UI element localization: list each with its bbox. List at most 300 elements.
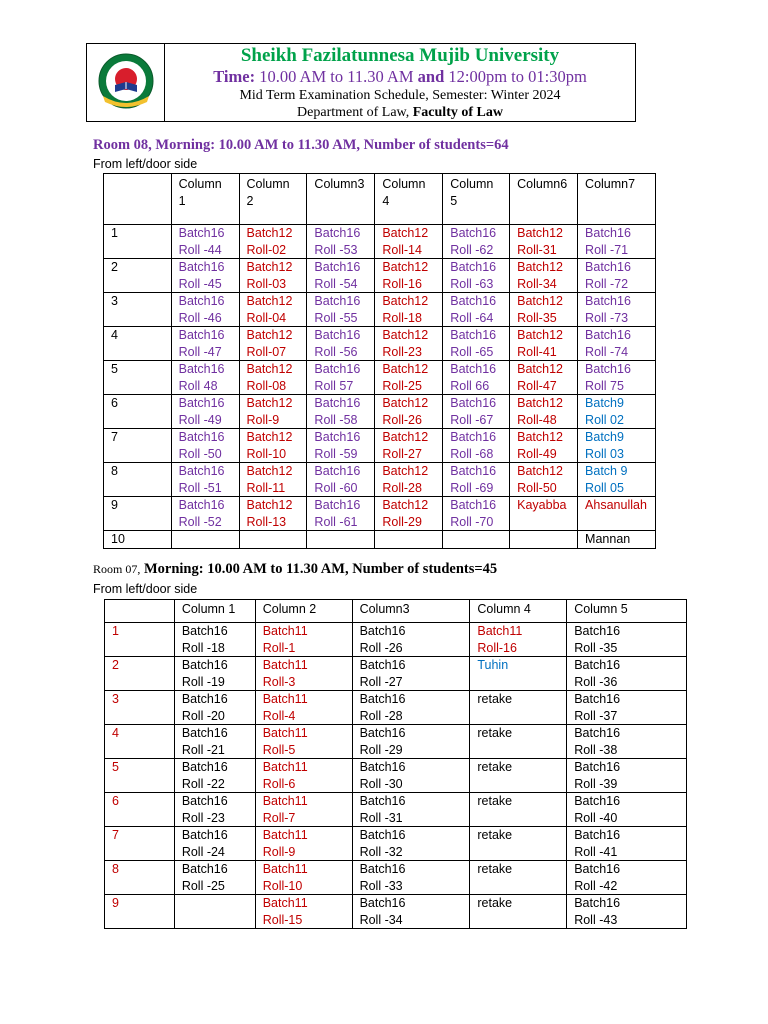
seat-cell-line2: Roll -46: [178, 310, 222, 325]
seat-cell-line1: Batch16: [574, 692, 621, 706]
row-number: 7: [105, 827, 175, 861]
seat-cell-line1: Batch16: [574, 896, 621, 910]
seat-cell-line1: Batch12: [517, 362, 563, 376]
seat-cell-line2: Roll -62: [450, 242, 494, 257]
seat-cell: [510, 293, 578, 327]
row-number: 6: [105, 793, 175, 827]
seat-cell-line2: Roll -59: [314, 446, 358, 461]
column-header: Column 4: [470, 600, 567, 623]
seat-cell-line1: Batch12: [382, 294, 429, 308]
seat-cell-line2: Roll-6: [262, 776, 296, 791]
seat-cell-line1: Batch16: [178, 226, 225, 240]
table-row: [105, 793, 687, 827]
university-name: Sheikh Fazilatunnesa Mujib University: [240, 45, 560, 66]
seat-cell-line1: Batch16: [178, 328, 225, 342]
seat-cell-line1: Batch16: [178, 498, 225, 512]
seat-cell-line2: Roll -19: [181, 674, 225, 689]
seat-cell-line1: Batch12: [246, 430, 293, 444]
column-header-line1: Column: [382, 177, 426, 191]
seat-cell-line1: Batch16: [314, 294, 361, 308]
seat-cell-line1: Batch16: [314, 498, 361, 512]
seat-cell-line2: Roll -72: [585, 276, 629, 291]
seat-cell: [255, 861, 352, 895]
seat-cell: [239, 293, 307, 327]
seat-cell-line1: Batch12: [246, 464, 293, 478]
seat-cell-line2: Roll -63: [450, 276, 494, 291]
seat-cell-line1: Batch12: [246, 362, 293, 376]
seat-cell: [239, 497, 307, 531]
seat-cell: [567, 623, 687, 657]
column-header: Column 2: [255, 600, 352, 623]
seat-cell: [255, 759, 352, 793]
room07-heading: [93, 561, 497, 578]
seat-cell: [255, 827, 352, 861]
table-row: [105, 691, 687, 725]
seat-cell: [375, 327, 443, 361]
seat-cell-line1: Batch16: [359, 896, 406, 910]
seat-cell-line1: retake: [477, 692, 513, 706]
seat-cell-line1: Batch16: [359, 692, 406, 706]
seat-cell-line1: Batch16: [450, 328, 497, 342]
seat-cell-line2: Roll -49: [178, 412, 222, 427]
table-row: [104, 531, 656, 549]
table-row: [105, 759, 687, 793]
seat-cell: [171, 361, 239, 395]
table-row: [104, 225, 656, 259]
column-header-line1: Column: [246, 177, 290, 191]
seat-cell-line1: Batch12: [246, 294, 293, 308]
seat-cell-line2: Roll -53: [314, 242, 358, 257]
table-row: [105, 623, 687, 657]
time-and: and: [417, 67, 445, 86]
seat-cell-line2: Roll-11: [246, 480, 286, 495]
seat-cell-line2: Roll -42: [574, 878, 618, 893]
seat-cell: [470, 793, 567, 827]
seat-cell: [307, 395, 375, 429]
seat-cell-line1: Batch12: [246, 498, 293, 512]
seat-cell-line1: Batch16: [314, 328, 361, 342]
seat-cell-line1: Batch16: [574, 658, 621, 672]
column-header: [375, 174, 443, 225]
seat-cell-line2: Roll -52: [178, 514, 222, 529]
seat-cell: [174, 793, 255, 827]
seat-cell-line1: Batch16: [178, 464, 225, 478]
seat-cell: [171, 259, 239, 293]
seat-cell-line1: Batch16: [574, 862, 621, 876]
seat-cell-line1: Batch11: [262, 658, 308, 672]
seat-cell: [307, 327, 375, 361]
seat-cell-line2: Roll-25: [382, 378, 422, 393]
seat-cell: [352, 623, 470, 657]
seat-cell: [375, 259, 443, 293]
seat-cell-line2: Roll -36: [574, 674, 618, 689]
seat-cell: [171, 497, 239, 531]
seat-cell: [239, 259, 307, 293]
table-row: [104, 463, 656, 497]
seat-cell-line2: Roll-4: [262, 708, 296, 723]
seat-cell-line2: Roll-5: [262, 742, 296, 757]
seat-cell-line1: Batch16: [585, 226, 631, 240]
seat-cell: [470, 759, 567, 793]
logo-cell: [87, 44, 165, 121]
seat-cell-line2: Roll-02: [246, 242, 287, 257]
row-number: 8: [104, 463, 172, 497]
seat-cell-line2: Roll -32: [359, 844, 403, 859]
seat-cell-line2: Roll -67: [450, 412, 494, 427]
seat-cell-line2: Roll -22: [181, 776, 225, 791]
seat-cell: [443, 429, 510, 463]
seat-cell: [352, 657, 470, 691]
seat-cell-line2: Roll -39: [574, 776, 618, 791]
seat-cell-line2: Roll -28: [359, 708, 403, 723]
seat-cell-line2: Roll -29: [359, 742, 403, 757]
seat-cell-line1: retake: [477, 828, 513, 842]
room08-heading: Room 08, Morning: 10.00 AM to 11.30 AM, Number of students=64: [93, 137, 509, 153]
seat-cell-line2: Roll -26: [359, 640, 403, 655]
seat-cell: [352, 725, 470, 759]
table-header-row: [105, 600, 687, 623]
column-header-line1: Column: [178, 177, 222, 191]
seat-cell-line1: Batch12: [517, 396, 563, 410]
seat-cell: [567, 759, 687, 793]
header-text: [165, 44, 635, 122]
seat-cell-line1: Mannan: [585, 532, 631, 546]
seat-cell-line1: Kayabba: [517, 498, 567, 512]
seat-cell-line1: Batch16: [181, 726, 228, 740]
seat-cell-line1: retake: [477, 760, 513, 774]
table-row: [104, 497, 656, 531]
seat-cell: [239, 463, 307, 497]
seat-cell-line2: Roll -55: [314, 310, 358, 325]
column-header-line1: Column3: [314, 177, 365, 191]
seat-cell-line1: Batch16: [359, 828, 406, 842]
seat-cell: [352, 793, 470, 827]
seat-cell-line2: Roll 57: [314, 378, 354, 393]
seat-cell: [171, 225, 239, 259]
seat-cell-line2: Roll 75: [585, 378, 624, 393]
seat-cell: [567, 793, 687, 827]
university-logo-icon: [97, 52, 155, 110]
seat-cell: [578, 327, 656, 361]
seat-cell-line1: Batch16: [178, 260, 225, 274]
row-number: 9: [104, 497, 172, 531]
seat-cell-line1: Batch16: [585, 294, 631, 308]
seat-cell-line2: Roll -58: [314, 412, 358, 427]
seat-cell-line2: Roll -30: [359, 776, 403, 791]
seat-cell: [352, 827, 470, 861]
table-row: [104, 327, 656, 361]
seat-cell-line1: Batch16: [314, 226, 361, 240]
seat-cell: [255, 895, 352, 929]
seat-cell-line2: Roll -41: [574, 844, 618, 859]
seat-cell-line1: Tuhin: [477, 658, 509, 672]
seat-cell: [375, 293, 443, 327]
column-header: [443, 174, 510, 225]
seat-cell-line1: Batch16: [585, 362, 631, 376]
seat-cell-line1: Batch 9: [585, 464, 628, 478]
seat-cell: [470, 657, 567, 691]
seat-cell: [171, 463, 239, 497]
room07-time: Morning: 10.00 AM to 11.30 AM, Number of students=45: [143, 561, 498, 577]
time-noon: 12:00pm to 01:30pm: [448, 67, 587, 86]
seat-cell-line1: Batch12: [517, 294, 563, 308]
seat-cell-line2: Roll-10: [262, 878, 303, 893]
seat-cell: [239, 531, 307, 549]
row-number-header: [105, 600, 175, 623]
row-number: 2: [105, 657, 175, 691]
seat-cell-line1: Batch16: [181, 760, 228, 774]
seat-cell: [375, 361, 443, 395]
seat-cell-line2: Roll-28: [382, 480, 422, 495]
seat-cell: [352, 895, 470, 929]
seat-cell: [567, 827, 687, 861]
seat-cell-line1: Batch16: [585, 328, 631, 342]
column-header: [510, 174, 578, 225]
column-header: Column 1: [174, 600, 255, 623]
row-number: 4: [105, 725, 175, 759]
seat-cell-line1: Batch11: [477, 624, 523, 638]
seat-cell-line1: Batch16: [178, 294, 225, 308]
seat-cell-line2: Roll 02: [585, 412, 624, 427]
seat-cell-line1: Batch12: [382, 328, 429, 342]
seat-cell: [174, 861, 255, 895]
seat-cell-line2: Roll-9: [262, 844, 296, 859]
seat-cell-line1: Batch16: [181, 624, 228, 638]
seat-cell-line2: Roll-08: [246, 378, 287, 393]
row-number: 5: [104, 361, 172, 395]
seat-cell-line2: Roll-04: [246, 310, 287, 325]
table-header-row: [104, 174, 656, 225]
seat-cell-line1: Batch16: [359, 760, 406, 774]
column-header-line1: Column6: [517, 177, 568, 191]
column-header-line1: Column: [450, 177, 494, 191]
seat-cell-line1: Batch16: [574, 760, 621, 774]
row-number: 4: [104, 327, 172, 361]
seat-cell-line1: Batch16: [585, 260, 631, 274]
seat-cell: [443, 361, 510, 395]
seat-cell-line2: Roll -35: [574, 640, 618, 655]
seat-cell: [443, 531, 510, 549]
seat-cell-line2: Roll -38: [574, 742, 618, 757]
column-header-line2: 1: [178, 193, 186, 208]
department-prefix: Department of Law,: [297, 105, 410, 120]
seat-cell-line1: Batch12: [517, 328, 563, 342]
row-number: 7: [104, 429, 172, 463]
seat-cell: [352, 861, 470, 895]
seat-cell: [443, 259, 510, 293]
row-number: 9: [105, 895, 175, 929]
seat-cell: [567, 657, 687, 691]
table-row: [105, 725, 687, 759]
seat-cell-line1: Batch16: [359, 624, 406, 638]
seat-cell: [443, 463, 510, 497]
seat-cell-line2: Roll-29: [382, 514, 422, 529]
seat-cell: [470, 691, 567, 725]
row-number: 2: [104, 259, 172, 293]
room08-side-note: From left/door side: [93, 157, 198, 171]
seat-cell-line1: Batch16: [450, 362, 497, 376]
seat-cell: [174, 759, 255, 793]
column-header: [578, 174, 656, 225]
seat-cell-line2: Roll -40: [574, 810, 618, 825]
seat-cell: [578, 293, 656, 327]
seat-cell-line1: Batch16: [359, 862, 406, 876]
seat-cell-line2: Roll -73: [585, 310, 629, 325]
time-morning: 10.00 AM to 11.30 AM: [259, 67, 414, 86]
seat-cell: [578, 531, 656, 549]
seat-cell-line1: Batch16: [450, 396, 497, 410]
room08-seat-table: [103, 173, 656, 549]
seat-cell-line2: Roll-18: [382, 310, 422, 325]
seat-cell-line1: Batch11: [262, 828, 308, 842]
seat-cell: [443, 395, 510, 429]
faculty-name: Faculty of Law: [412, 105, 503, 120]
seat-cell-line1: Batch12: [517, 430, 563, 444]
seat-cell: [174, 657, 255, 691]
table-row: [105, 657, 687, 691]
seat-cell-line2: Roll-14: [382, 242, 422, 257]
seat-cell-line2: Roll -74: [585, 344, 629, 359]
seat-cell-line1: Batch16: [314, 464, 361, 478]
seat-cell-line1: Batch16: [359, 726, 406, 740]
seat-cell-line2: Roll-16: [382, 276, 422, 291]
seat-cell: [352, 759, 470, 793]
seat-cell-line1: Batch16: [178, 430, 225, 444]
seat-cell-line2: Roll -20: [181, 708, 225, 723]
seat-cell-line1: Batch12: [517, 226, 563, 240]
seat-cell-line1: Batch16: [181, 794, 228, 808]
table-row: [105, 895, 687, 929]
column-header-line2: 2: [246, 193, 254, 208]
seat-cell-line2: Roll-48: [517, 412, 557, 427]
room07-label: Room 07,: [93, 562, 141, 576]
seat-cell-line1: Batch16: [181, 658, 228, 672]
seat-cell: [171, 531, 239, 549]
seat-cell: [375, 395, 443, 429]
seat-cell-line2: Roll-34: [517, 276, 557, 291]
seat-cell-line1: Batch16: [181, 828, 228, 842]
seat-cell-line1: Batch16: [178, 396, 225, 410]
seat-cell-line1: Batch11: [262, 794, 308, 808]
row-number: 8: [105, 861, 175, 895]
seat-cell-line1: Batch11: [262, 862, 308, 876]
seat-cell-line2: Roll -51: [178, 480, 222, 495]
seat-cell: [470, 895, 567, 929]
table-row: [104, 361, 656, 395]
column-header: [239, 174, 307, 225]
seat-cell: [255, 793, 352, 827]
seat-cell-line2: Roll-7: [262, 810, 296, 825]
seat-cell: [239, 327, 307, 361]
seat-cell-line2: Roll -43: [574, 912, 618, 927]
seat-cell-line2: Roll -56: [314, 344, 358, 359]
table-row: [104, 259, 656, 293]
seat-cell: [470, 861, 567, 895]
seat-cell: [307, 531, 375, 549]
seat-cell: [239, 395, 307, 429]
seat-cell-line2: Roll-26: [382, 412, 422, 427]
seat-cell-line2: Roll -60: [314, 480, 358, 495]
seat-cell-line1: Batch11: [262, 896, 308, 910]
seat-cell-line2: Roll -25: [181, 878, 225, 893]
row-number: 3: [105, 691, 175, 725]
seat-cell-line2: Roll-27: [382, 446, 422, 461]
seat-cell-line2: Roll -23: [181, 810, 225, 825]
row-number: 1: [104, 225, 172, 259]
room07-seat-table: [104, 599, 687, 929]
seat-cell: [578, 429, 656, 463]
seat-cell: [510, 327, 578, 361]
seat-cell: [470, 827, 567, 861]
seat-cell-line1: Batch16: [314, 260, 361, 274]
seat-cell-line2: Roll-49: [517, 446, 557, 461]
seat-cell-line1: Batch16: [181, 692, 228, 706]
seat-cell-line2: Roll -34: [359, 912, 403, 927]
seat-cell-line2: Roll -37: [574, 708, 618, 723]
time-line: [165, 67, 635, 87]
seat-cell-line1: Batch16: [450, 498, 497, 512]
seat-cell: [578, 395, 656, 429]
seat-cell: [171, 429, 239, 463]
seat-cell-line2: Roll -68: [450, 446, 494, 461]
seat-cell: [510, 429, 578, 463]
seat-cell: [307, 259, 375, 293]
schedule-line: Mid Term Examination Schedule, Semester: Winter 2024: [239, 88, 561, 103]
seat-cell-line2: Roll 03: [585, 446, 624, 461]
seat-cell: [578, 225, 656, 259]
seat-cell-line1: Batch12: [382, 396, 429, 410]
seat-cell-line2: Roll -24: [181, 844, 225, 859]
row-number: 10: [104, 531, 172, 549]
column-header: [171, 174, 239, 225]
document-header: [86, 43, 636, 122]
column-header: Column 5: [567, 600, 687, 623]
seat-cell-line1: Batch12: [246, 260, 293, 274]
seat-cell-line1: Batch12: [382, 362, 429, 376]
seat-cell: [375, 531, 443, 549]
table-row: [104, 395, 656, 429]
seat-cell: [443, 327, 510, 361]
seat-cell-line1: Batch11: [262, 726, 308, 740]
seat-cell: [375, 429, 443, 463]
seat-cell-line2: Roll -70: [450, 514, 494, 529]
seat-cell: [174, 691, 255, 725]
seat-cell-line1: Batch16: [450, 294, 497, 308]
seat-cell: [510, 361, 578, 395]
column-header: [307, 174, 375, 225]
seat-cell-line1: Batch16: [450, 430, 497, 444]
seat-cell-line2: Roll-03: [246, 276, 287, 291]
seat-cell: [375, 463, 443, 497]
seat-cell-line1: Batch12: [246, 226, 293, 240]
department-line: [165, 104, 635, 122]
seat-cell-line1: Batch12: [382, 498, 429, 512]
seat-cell: [470, 623, 567, 657]
seat-cell: [255, 691, 352, 725]
seat-cell-line2: Roll -71: [585, 242, 629, 257]
seat-cell: [567, 725, 687, 759]
seat-cell: [578, 497, 656, 531]
seat-cell: [171, 293, 239, 327]
seat-cell-line2: Roll 48: [178, 378, 218, 393]
seat-cell-line2: Roll -61: [314, 514, 358, 529]
seat-cell: [174, 623, 255, 657]
seat-cell: [510, 463, 578, 497]
seat-cell-line1: Batch16: [450, 260, 497, 274]
time-label: Time:: [213, 67, 256, 86]
seat-cell-line1: retake: [477, 726, 513, 740]
seat-cell-line2: Roll -27: [359, 674, 403, 689]
